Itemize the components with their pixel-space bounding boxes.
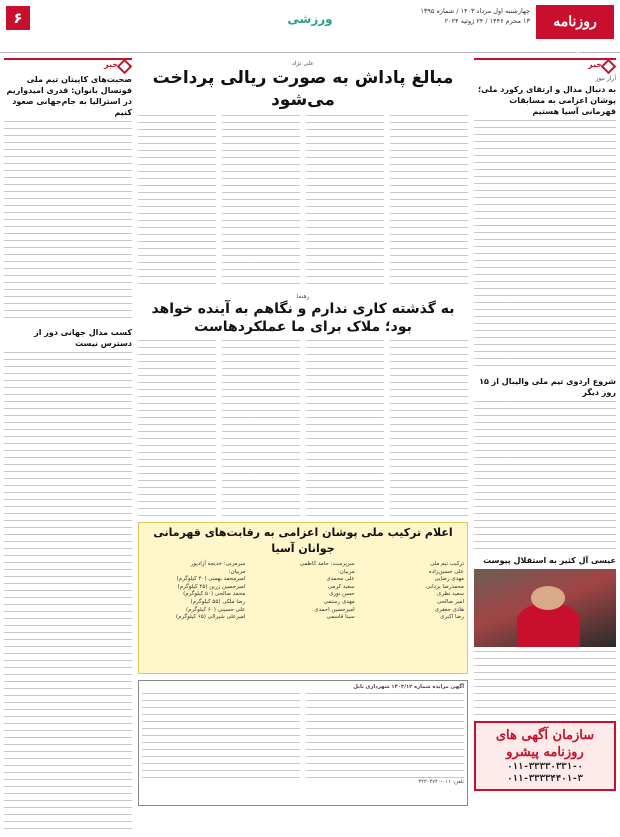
roster-column (139, 561, 248, 622)
left-column (4, 58, 132, 833)
roster-line: رضا ملکی (۵۵ کیلوگرم) (190, 598, 246, 605)
roster-line: ترکیب تیم ملی (430, 561, 464, 567)
roster-line: هادی جعفری (434, 606, 464, 613)
ad-phone: ۰۱۱-۳۳۳۳۴۴۰۱-۳ (507, 774, 583, 784)
story-title: صحبت‌های کاپیتان تیم ملی فوتسال بانوان: قدری امیدواریم در استرالیا به جام‌جهانی صعود کنیم (6, 75, 132, 117)
player-shirt (517, 604, 581, 647)
roster-column (248, 561, 357, 622)
story-body (474, 120, 616, 370)
right-column (474, 58, 616, 833)
main-area (138, 58, 468, 833)
story-body (4, 352, 132, 832)
section-bar-label: خبر (587, 60, 602, 69)
roster-title: اعلام ترکیب ملی پوشان اعزامی به رقابت‌های قهرمانی جوانان آسیا (153, 526, 453, 555)
roster-line: سرپرست: حامد کاظمی (299, 561, 355, 567)
diamond-icon (117, 59, 133, 75)
story-body (474, 651, 616, 717)
roster-line: مهدی رضایی (434, 576, 464, 583)
story-title: کسب مدال جهانی دور از دسترس نیست (34, 328, 132, 348)
roster-line: امیرمحمد بهمنی (۴۰ کیلوگرم) (176, 576, 246, 583)
main-headline: مبالغ پاداش به صورت ریالی پرداخت می‌شود (152, 68, 454, 110)
roster-line: امیرحسین احمدی (314, 606, 355, 613)
section-bar (4, 58, 132, 72)
ad-box (474, 721, 616, 791)
ad-title: سازمان آگهی های روزنامه پیشرو (495, 728, 595, 760)
roster-line: رضا اکبری (440, 614, 464, 621)
roster-box (138, 522, 468, 674)
issue-line-1: چهارشنبه اول مرداد ۱۴۰۳ / شماره ۱۳۹۵ (420, 7, 530, 15)
player-photo (474, 569, 616, 647)
notice-title: آگهی مزایده شماره ۱۴۰۳/۱۲ شهرداری بابل (353, 684, 464, 690)
issue-info (330, 6, 530, 26)
story-title: به دنبال مدال و ارتقای رکورد ملی؛ پوشان اعزامی به مسابقات قهرمانی آسیا هستیم (477, 85, 616, 116)
roster-column (358, 561, 467, 622)
section-bar (474, 58, 616, 72)
notice-phone: تلفن: ۰۱۱-۳۲۳۰۴۷۴۰ (418, 779, 464, 786)
story-body (4, 121, 132, 321)
roster-line: سینا قاسمی (326, 614, 355, 621)
roster-line: امیرعلی شیرالی (۶۵ کیلوگرم) (175, 614, 246, 621)
article-body (138, 115, 468, 285)
roster-line: مربیان: (228, 568, 246, 575)
newspaper-logo: روزنامه پیشرو (536, 5, 614, 39)
roster-line: سعید نظری (437, 591, 464, 598)
roster-line: مربیان: (337, 568, 355, 575)
player-face (531, 586, 565, 609)
byline: علی نژاد (292, 60, 314, 67)
article-body (138, 340, 468, 516)
roster-line: سعید کرمی (327, 583, 355, 590)
roster-line: سرمربی: خدیجه آزادپور (190, 561, 246, 567)
story-title: شروع اردوی تیم ملی والیبال از ۱۵ روز دیگر (479, 377, 616, 397)
roster-line: علی حسین‌زاده (428, 568, 464, 575)
kicker: رهنما (296, 293, 310, 300)
ad-phone: ۰۱۱-۳۳۳۳۰۳۳۱-۰ (507, 762, 583, 772)
roster-line: امیرحسین زرین (۴۵ کیلوگرم) (177, 583, 246, 590)
section-bar-label: خبر (103, 60, 118, 69)
roster-line: علی حسینی (۶۰ کیلوگرم) (185, 606, 246, 613)
page-number: ۶ (6, 6, 30, 30)
legal-notice (138, 680, 468, 806)
kicker: آراز نیوز (595, 75, 616, 82)
issue-line-2: ۱۳ محرم ۱۴۴۶ / ۲۴ ژوئیه ۲۰۲۴ (444, 17, 530, 25)
roster-line: محمد صالحی (۵۰ کیلوگرم) (183, 591, 246, 598)
roster-line: مهدی رستمی (323, 598, 355, 605)
roster-line: امیر صالحی (436, 598, 464, 605)
roster-line: علی محمدی (326, 576, 355, 583)
section-title: ورزشی (287, 12, 333, 26)
diamond-icon (601, 59, 617, 75)
roster-line: محمدرضا یزدانی (426, 583, 464, 590)
story-body (474, 401, 616, 551)
story-title: عیسی آل کثیر به استقلال پیوست (483, 556, 616, 565)
second-headline: به گذشته کاری ندارم و نگاهم به آینده خواهد بود؛ ملاک برای ما عملکرد‌هاست (151, 301, 455, 335)
roster-line: حسن نوری (329, 591, 355, 598)
